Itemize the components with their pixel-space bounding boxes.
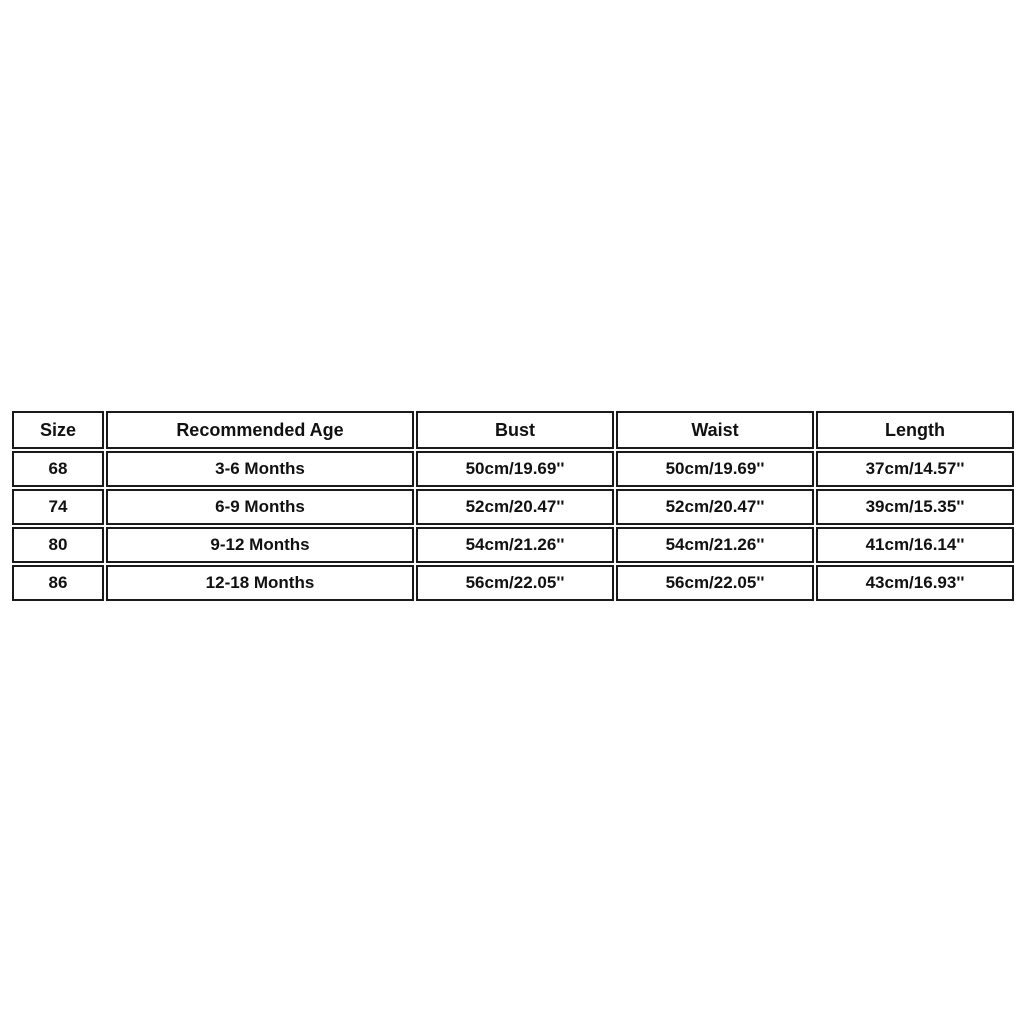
table-row — [12, 565, 1014, 601]
cell-length: 39cm/15.35'' — [816, 489, 1014, 525]
cell-waist: 56cm/22.05'' — [616, 565, 814, 601]
cell-size: 68 — [12, 451, 104, 487]
cell-recommended-age: 12-18 Months — [106, 565, 414, 601]
cell-size: 80 — [12, 527, 104, 563]
cell-recommended-age: 9-12 Months — [106, 527, 414, 563]
cell-waist: 54cm/21.26'' — [616, 527, 814, 563]
size-chart-container — [10, 409, 1014, 603]
cell-bust: 50cm/19.69'' — [416, 451, 614, 487]
cell-bust: 56cm/22.05'' — [416, 565, 614, 601]
size-chart-table — [10, 409, 1016, 603]
column-header-size: Size — [12, 411, 104, 449]
column-header-waist: Waist — [616, 411, 814, 449]
cell-waist: 50cm/19.69'' — [616, 451, 814, 487]
table-row — [12, 451, 1014, 487]
table-body — [12, 451, 1014, 601]
column-header-recommended-age: Recommended Age — [106, 411, 414, 449]
column-header-bust: Bust — [416, 411, 614, 449]
cell-size: 74 — [12, 489, 104, 525]
table-row — [12, 489, 1014, 525]
cell-recommended-age: 3-6 Months — [106, 451, 414, 487]
cell-length: 37cm/14.57'' — [816, 451, 1014, 487]
table-header — [12, 411, 1014, 449]
cell-recommended-age: 6-9 Months — [106, 489, 414, 525]
cell-length: 41cm/16.14'' — [816, 527, 1014, 563]
column-header-length: Length — [816, 411, 1014, 449]
cell-bust: 52cm/20.47'' — [416, 489, 614, 525]
cell-length: 43cm/16.93'' — [816, 565, 1014, 601]
cell-waist: 52cm/20.47'' — [616, 489, 814, 525]
cell-bust: 54cm/21.26'' — [416, 527, 614, 563]
table-header-row — [12, 411, 1014, 449]
cell-size: 86 — [12, 565, 104, 601]
table-row — [12, 527, 1014, 563]
